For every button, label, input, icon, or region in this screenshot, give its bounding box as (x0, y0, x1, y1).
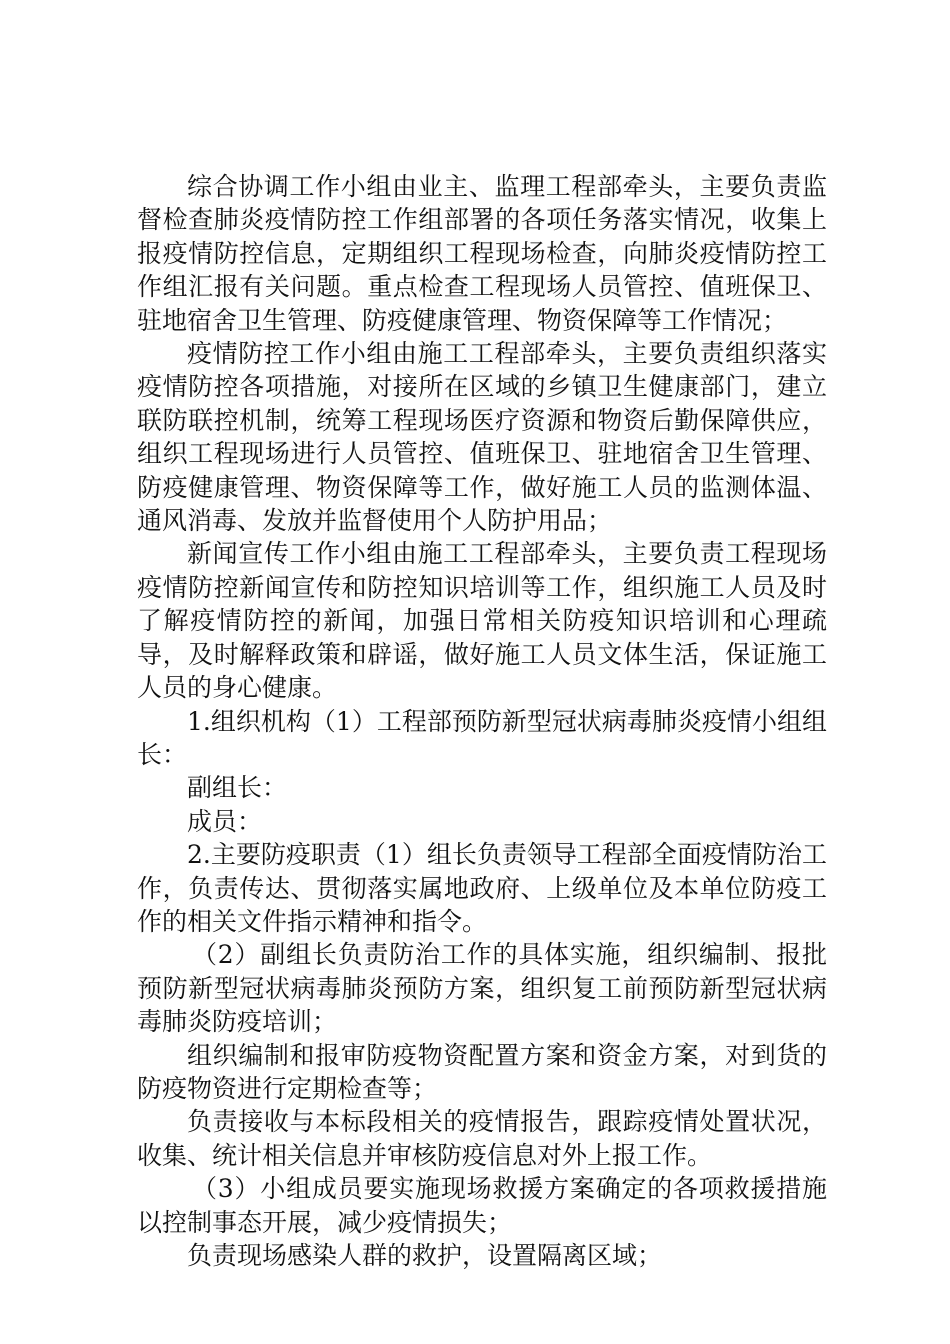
paragraph-organization: 1.组织机构（1）工程部预防新型冠状病毒肺炎疫情小组组长： (137, 706, 827, 769)
paragraph-deputy-leader: 副组长： (187, 773, 288, 803)
paragraph-members: 成员： (187, 806, 263, 836)
paragraph-main-duties: 2.主要防疫职责（1）组长负责领导工程部全面疫情防治工作，负责传达、贯彻落实属地政府、上级单位及本单位防疫工作的相关文件指示精神和指令。 (137, 840, 827, 936)
paragraph-deputy-duties: （2）副组长负责防治工作的具体实施，组织编制、报批预防新型冠状病毒肺炎预防方案，组织复工前预防新型冠状病毒肺炎防疫培训； (137, 940, 827, 1037)
paragraph-reporting: 负责接收与本标段相关的疫情报告，跟踪疫情处置状况，收集、统计相关信息并审核防疫信息对外上报工作。 (137, 1107, 827, 1170)
document-body (137, 170, 827, 1272)
paragraph-epidemic-control-group: 疫情防控工作小组由施工工程部牵头，主要负责组织落实疫情防控各项措施，对接所在区域的乡镇卫生健康部门，建立联防联控机制，统筹工程现场医疗资源和物资后勤保障供应，组织工程现场进行人员管控、值班保卫、驻地宿舍卫生管理、防疫健康管理、物资保障等工作，做好施工人员的监测体温、通风消毒、发放并监督使用个人防护用品； (137, 339, 827, 536)
paragraph-supplies-plan: 组织编制和报审防疫物资配置方案和资金方案，对到货的防疫物资进行定期检查等； (137, 1040, 827, 1103)
paragraph-member-duties: （3）小组成员要实施现场救援方案确定的各项救援措施以控制事态开展，减少疫情损失； (137, 1174, 827, 1237)
paragraph-rescue: 负责现场感染人群的救护，设置隔离区域； (187, 1241, 663, 1270)
paragraph-news-publicity-group: 新闻宣传工作小组由施工工程部牵头，主要负责工程现场疫情防控新闻宣传和防控知识培训等工作，组织施工人员及时了解疫情防控的新闻，加强日常相关防疫知识培训和心理疏导，及时解释政策和辟谣，做好施工人员文体生活，保证施工人员的身心健康。 (137, 539, 827, 703)
paragraph-coordination-group: 综合协调工作小组由业主、监理工程部牵头，主要负责监督检查肺炎疫情防控工作组部署的各项任务落实情况，收集上报疫情防控信息，定期组织工程现场检查，向肺炎疫情防控工作组汇报有关问题。重点检查工程现场人员管控、值班保卫、驻地宿舍卫生管理、防疫健康管理、物资保障等工作情况； (137, 172, 827, 335)
